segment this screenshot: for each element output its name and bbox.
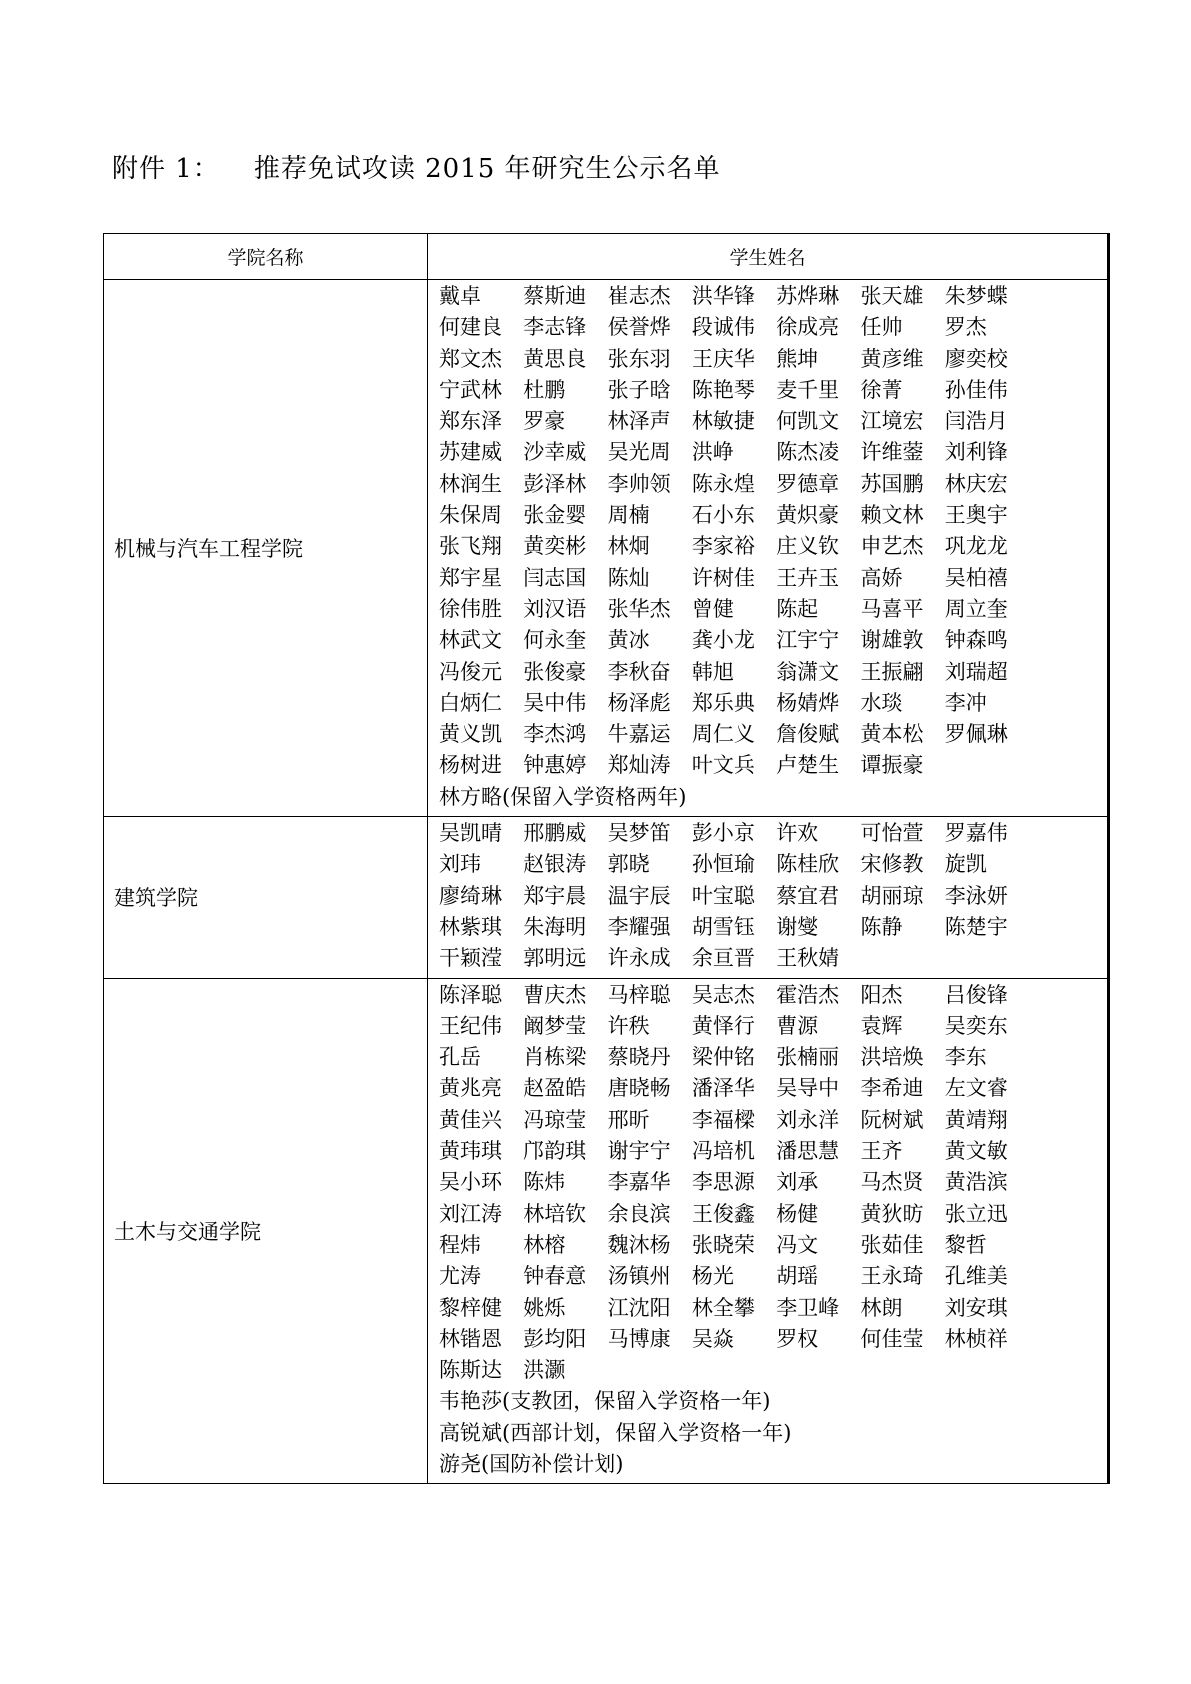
student-name: 闫志国 [523, 565, 587, 590]
student-name: 姚烁 [523, 1295, 566, 1320]
student-name: 周立奎 [944, 596, 1008, 621]
student-name: 黎哲 [944, 1232, 987, 1257]
student-name: 黄冰 [607, 628, 650, 653]
student-name: 刘永洋 [776, 1107, 840, 1132]
student-name: 李耀强 [607, 914, 671, 939]
student-name: 何佳莹 [860, 1326, 924, 1351]
col-header-names: 学生姓名 [428, 234, 1109, 280]
student-name: 李家裕 [691, 534, 755, 559]
student-name: 黄炽豪 [776, 503, 840, 528]
student-name: 林桢祥 [944, 1326, 1008, 1351]
table-row [104, 280, 1109, 817]
student-name: 刘承 [776, 1170, 819, 1195]
name-line [428, 625, 1107, 656]
student-name: 刘瑞超 [944, 659, 1008, 684]
student-name: 程炜 [439, 1232, 481, 1257]
student-name: 马梓聪 [607, 982, 671, 1007]
student-name: 何建良 [439, 315, 502, 340]
student-name: 左文睿 [944, 1076, 1008, 1101]
student-name: 张子晗 [607, 377, 671, 402]
student-name: 林朗 [860, 1295, 903, 1320]
name-line [428, 1073, 1107, 1104]
name-line [428, 818, 1107, 849]
student-name: 潘思慧 [776, 1139, 840, 1164]
name-line [428, 688, 1107, 719]
student-name: 牛嘉运 [607, 722, 671, 747]
student-name: 陈艳琴 [691, 377, 755, 402]
student-name: 林炯 [607, 534, 650, 559]
student-name: 郑宇晨 [523, 883, 587, 908]
student-name: 孙佳伟 [944, 377, 1008, 402]
name-line [428, 1199, 1107, 1230]
student-name: 高娇 [860, 565, 903, 590]
student-name: 郭晓 [607, 852, 650, 877]
name-line [428, 657, 1107, 688]
student-name: 李杰鸿 [523, 722, 587, 747]
student-name: 林紫琪 [439, 914, 502, 939]
student-name: 龚小龙 [691, 628, 755, 653]
name-line [428, 406, 1107, 437]
name-line [428, 437, 1107, 468]
student-name: 吴焱 [691, 1326, 734, 1351]
student-name: 胡瑶 [776, 1264, 819, 1289]
student-name: 廖奕校 [944, 346, 1008, 371]
student-name: 李东 [944, 1045, 987, 1070]
student-name: 王秋婧 [776, 946, 840, 971]
student-name: 郑乐典 [691, 690, 755, 715]
student-names-cell [428, 280, 1109, 817]
name-line [428, 1042, 1107, 1073]
student-name: 张东羽 [607, 346, 671, 371]
student-name: 彭均阳 [523, 1326, 587, 1351]
student-name: 胡雪钰 [691, 914, 755, 939]
name-line [428, 943, 1107, 974]
student-name: 吴梦笛 [607, 821, 671, 846]
student-name: 洪峥 [691, 440, 734, 465]
student-name: 林润生 [439, 471, 502, 496]
student-name: 黄怿行 [691, 1013, 755, 1038]
name-line [428, 980, 1107, 1011]
student-name: 钟惠婷 [523, 753, 587, 778]
student-name: 钟森鸣 [944, 628, 1008, 653]
student-name: 张金婴 [523, 503, 587, 528]
student-name-note: 林方略(保留入学资格两年) [439, 784, 687, 809]
student-name: 温宇辰 [607, 883, 671, 908]
student-name: 张立迅 [944, 1201, 1008, 1226]
student-name: 李希迪 [860, 1076, 924, 1101]
page-title [112, 148, 721, 185]
student-name: 可怡萱 [860, 821, 924, 846]
student-name: 闫浩月 [944, 409, 1008, 434]
student-name: 陈灿 [607, 565, 650, 590]
student-name: 孔岳 [439, 1045, 481, 1070]
name-line [428, 1293, 1107, 1324]
student-name-note: 游尧(国防补偿计划) [439, 1451, 624, 1476]
student-name: 钟春意 [523, 1264, 587, 1289]
student-name: 谢燮 [776, 914, 819, 939]
student-name: 林敏捷 [691, 409, 755, 434]
student-name: 林锴恩 [439, 1326, 502, 1351]
student-name: 张天雄 [860, 284, 924, 308]
student-name: 黄文敏 [944, 1139, 1008, 1164]
student-name: 黎梓健 [439, 1295, 502, 1320]
student-name: 黄浩滨 [944, 1170, 1008, 1195]
attachment-label: 附件 1： [112, 154, 220, 184]
student-name: 邝韵琪 [523, 1139, 587, 1164]
student-name: 张楠丽 [776, 1045, 840, 1070]
student-name: 肖栋梁 [523, 1045, 587, 1070]
student-name: 孔维美 [944, 1264, 1008, 1289]
student-name: 蔡斯迪 [523, 284, 587, 308]
name-line [428, 1230, 1107, 1261]
student-name: 陈桂欣 [776, 852, 840, 877]
name-line [428, 594, 1107, 625]
student-name: 蔡晓丹 [607, 1045, 671, 1070]
student-name: 王振翩 [860, 659, 924, 684]
student-name: 戴卓 [439, 284, 481, 308]
student-name: 苏建威 [439, 440, 502, 465]
student-name: 冯俊元 [439, 659, 502, 684]
student-name: 崔志杰 [607, 284, 671, 308]
student-name: 吕俊锋 [944, 982, 1008, 1007]
student-name: 赖文林 [860, 503, 924, 528]
student-name: 水琰 [860, 690, 903, 715]
student-name: 吴凯晴 [439, 821, 502, 846]
student-name-note: 高锐斌(西部计划，保留入学资格一年) [439, 1420, 792, 1445]
student-name: 朱保周 [439, 503, 502, 528]
student-name: 黄思良 [523, 346, 587, 371]
student-name: 罗佩琳 [944, 722, 1008, 747]
student-name: 霍浩杰 [776, 982, 840, 1007]
col-header-school: 学院名称 [104, 234, 428, 280]
name-line [428, 1167, 1107, 1198]
student-name: 黄奕彬 [523, 534, 587, 559]
student-name: 旋凯 [944, 852, 987, 877]
name-line [428, 1136, 1107, 1167]
student-name: 刘安琪 [944, 1295, 1008, 1320]
school-name: 机械与汽车工程学院 [104, 280, 428, 817]
roster-table [103, 233, 1110, 1484]
student-name: 李福樑 [691, 1107, 755, 1132]
name-line [428, 912, 1107, 943]
student-name: 蔡宜君 [776, 883, 840, 908]
student-name: 袁辉 [860, 1013, 903, 1038]
student-name: 刘玮 [439, 852, 481, 877]
student-name: 叶文兵 [691, 753, 755, 778]
student-name: 郑文杰 [439, 346, 502, 371]
school-name: 土木与交通学院 [104, 978, 428, 1484]
student-name: 谢宇宁 [607, 1139, 671, 1164]
student-name: 吴中伟 [523, 690, 587, 715]
student-name: 黄玮琪 [439, 1139, 502, 1164]
student-name: 巩龙龙 [944, 534, 1008, 559]
student-name: 阳杰 [860, 982, 903, 1007]
student-name: 徐成亮 [776, 315, 840, 340]
student-name: 熊坤 [776, 346, 819, 371]
student-name: 马杰贤 [860, 1170, 924, 1195]
student-name: 干颖滢 [439, 946, 502, 971]
student-name: 黄兆亮 [439, 1076, 502, 1101]
student-name: 王纪伟 [439, 1013, 502, 1038]
name-line [428, 1105, 1107, 1136]
student-name: 李卫峰 [776, 1295, 840, 1320]
student-name: 林庆宏 [944, 471, 1008, 496]
student-name-note: 韦艳莎(支教团，保留入学资格一年) [439, 1389, 771, 1414]
student-name: 许维蓥 [860, 440, 924, 465]
name-line [428, 469, 1107, 500]
student-name: 谢雄敦 [860, 628, 924, 653]
student-name: 邢昕 [607, 1107, 650, 1132]
student-name: 廖绮琳 [439, 883, 502, 908]
student-name: 潘泽华 [691, 1076, 755, 1101]
name-line [428, 881, 1107, 912]
student-name: 曹庆杰 [523, 982, 587, 1007]
student-name: 王永琦 [860, 1264, 924, 1289]
student-name: 徐伟胜 [439, 596, 502, 621]
student-name: 王齐 [860, 1139, 903, 1164]
student-name: 庄义钦 [776, 534, 840, 559]
student-name: 宋修教 [860, 852, 924, 877]
student-name: 王俊鑫 [691, 1201, 755, 1226]
student-name: 黄彦维 [860, 346, 924, 371]
student-name: 周仁义 [691, 722, 755, 747]
student-name: 朱梦蝶 [944, 284, 1008, 308]
student-name: 林培钦 [523, 1201, 587, 1226]
student-name: 侯誉烨 [607, 315, 671, 340]
student-name: 李秋奋 [607, 659, 671, 684]
student-name: 孙恒瑜 [691, 852, 755, 877]
student-name: 许永成 [607, 946, 671, 971]
student-name: 许秩 [607, 1013, 650, 1038]
name-line [428, 312, 1107, 343]
student-name: 张茹佳 [860, 1232, 924, 1257]
student-name: 吴光周 [607, 440, 671, 465]
student-name: 邢鹏威 [523, 821, 587, 846]
student-name: 何永奎 [523, 628, 587, 653]
student-name: 杨健 [776, 1201, 819, 1226]
student-name: 胡丽琼 [860, 883, 924, 908]
student-name: 林武文 [439, 628, 502, 653]
student-name: 黄靖翔 [944, 1107, 1008, 1132]
student-name: 黄义凯 [439, 722, 502, 747]
student-name: 江宇宁 [776, 628, 840, 653]
student-name: 许树佳 [691, 565, 755, 590]
student-name: 陈泽聪 [439, 982, 502, 1007]
student-name: 阮树斌 [860, 1107, 924, 1132]
student-name: 杨树进 [439, 753, 502, 778]
student-name: 黄狄昉 [860, 1201, 924, 1226]
student-name: 尤涛 [439, 1264, 481, 1289]
student-name: 周楠 [607, 503, 650, 528]
student-name: 江沈阳 [607, 1295, 671, 1320]
student-name: 朱海明 [523, 914, 587, 939]
student-name: 罗嘉伟 [944, 821, 1008, 846]
student-name: 马博康 [607, 1326, 671, 1351]
student-name: 杨泽彪 [607, 690, 671, 715]
document-title: 推荐免试攻读 2015 年研究生公示名单 [253, 154, 721, 184]
student-name: 宁武林 [439, 377, 502, 402]
name-line [428, 531, 1107, 562]
name-line [428, 1261, 1107, 1292]
student-name: 林泽声 [607, 409, 671, 434]
student-name: 杨光 [691, 1264, 734, 1289]
student-name: 彭小京 [691, 821, 755, 846]
student-name: 杨婧烨 [776, 690, 840, 715]
student-name: 洪华锋 [691, 284, 755, 308]
name-line [428, 375, 1107, 406]
student-names-cell [428, 978, 1109, 1484]
student-name: 刘江涛 [439, 1201, 502, 1226]
name-line [428, 750, 1107, 781]
student-name: 冯培机 [691, 1139, 755, 1164]
student-name: 吴志杰 [691, 982, 755, 1007]
student-name: 沙幸威 [523, 440, 587, 465]
student-name: 白炳仁 [439, 690, 502, 715]
student-name: 彭泽林 [523, 471, 587, 496]
student-name: 杜鹏 [523, 377, 566, 402]
student-name: 翁潇文 [776, 659, 840, 684]
school-name: 建筑学院 [104, 817, 428, 978]
student-name: 郑灿涛 [607, 753, 671, 778]
student-name: 张华杰 [607, 596, 671, 621]
student-name: 马喜平 [860, 596, 924, 621]
student-name: 陈静 [860, 914, 903, 939]
student-name: 陈杰凌 [776, 440, 840, 465]
student-name: 罗权 [776, 1326, 819, 1351]
name-line [428, 849, 1107, 880]
student-name: 石小东 [691, 503, 755, 528]
name-line [428, 344, 1107, 375]
student-name: 林榕 [523, 1232, 566, 1257]
student-name: 吴导中 [776, 1076, 840, 1101]
student-name: 林全攀 [691, 1295, 755, 1320]
student-name: 陈斯达 [439, 1358, 502, 1383]
student-name: 段诚伟 [691, 315, 755, 340]
student-name: 江境宏 [860, 409, 924, 434]
student-name: 罗杰 [944, 315, 987, 340]
student-name: 李冲 [944, 690, 987, 715]
student-name: 李帅领 [607, 471, 671, 496]
table-row [104, 817, 1109, 978]
student-name: 韩旭 [691, 659, 734, 684]
student-name: 刘利锋 [944, 440, 1008, 465]
student-name: 王卉玉 [776, 565, 840, 590]
student-name: 冯文 [776, 1232, 819, 1257]
student-name: 罗豪 [523, 409, 566, 434]
student-name: 陈炜 [523, 1170, 566, 1195]
student-name: 黄本松 [860, 722, 924, 747]
student-name: 麦千里 [776, 377, 840, 402]
student-name: 唐晓畅 [607, 1076, 671, 1101]
name-line [428, 1011, 1107, 1042]
student-name: 余亘晋 [691, 946, 755, 971]
student-name: 赵盈皓 [523, 1076, 587, 1101]
student-name: 陈永煌 [691, 471, 755, 496]
student-name: 曾健 [691, 596, 734, 621]
student-name: 詹俊赋 [776, 722, 840, 747]
student-name: 陈楚宇 [944, 914, 1008, 939]
student-name: 黄佳兴 [439, 1107, 502, 1132]
student-name: 李志锋 [523, 315, 587, 340]
student-name: 叶宝聪 [691, 883, 755, 908]
student-name: 梁仲铭 [691, 1045, 755, 1070]
student-name: 刘汉语 [523, 596, 587, 621]
table-header-row [104, 234, 1109, 280]
student-name: 吴小环 [439, 1170, 502, 1195]
student-name: 阚梦莹 [523, 1013, 587, 1038]
student-name: 任帅 [860, 315, 903, 340]
student-name: 陈起 [776, 596, 819, 621]
student-name: 苏国鹏 [860, 471, 924, 496]
student-name: 谭振豪 [860, 753, 924, 778]
student-name: 吴奕东 [944, 1013, 1008, 1038]
student-name: 王奥宇 [944, 503, 1008, 528]
student-name: 余良滨 [607, 1201, 671, 1226]
name-line [428, 719, 1107, 750]
student-name: 郑东泽 [439, 409, 502, 434]
student-name: 郑宇星 [439, 565, 502, 590]
student-name: 张飞翔 [439, 534, 502, 559]
name-line [428, 1355, 1107, 1386]
student-name: 卢楚生 [776, 753, 840, 778]
name-line [428, 500, 1107, 531]
student-name: 李嘉华 [607, 1170, 671, 1195]
name-line [428, 1324, 1107, 1355]
student-name: 汤镇州 [607, 1264, 671, 1289]
student-name: 张晓荣 [691, 1232, 755, 1257]
student-name: 曹源 [776, 1013, 819, 1038]
table-row [104, 978, 1109, 1484]
student-name: 洪灏 [523, 1358, 566, 1383]
student-name: 李思源 [691, 1170, 755, 1195]
student-name: 徐菁 [860, 377, 903, 402]
student-name: 吴柏禧 [944, 565, 1008, 590]
student-name: 洪培焕 [860, 1045, 924, 1070]
student-name: 冯琼莹 [523, 1107, 587, 1132]
student-name: 魏沐杨 [607, 1232, 671, 1257]
name-line [428, 281, 1107, 312]
student-name: 申艺杰 [860, 534, 924, 559]
student-name: 赵银涛 [523, 852, 587, 877]
student-name: 郭明远 [523, 946, 587, 971]
student-name: 苏烨琳 [776, 284, 840, 308]
student-name: 张俊豪 [523, 659, 587, 684]
student-name: 许欢 [776, 821, 819, 846]
student-name: 李泳妍 [944, 883, 1008, 908]
student-name: 王庆华 [691, 346, 755, 371]
student-names-cell [428, 817, 1109, 978]
name-line [428, 563, 1107, 594]
student-name: 罗德章 [776, 471, 840, 496]
student-name: 何凯文 [776, 409, 840, 434]
